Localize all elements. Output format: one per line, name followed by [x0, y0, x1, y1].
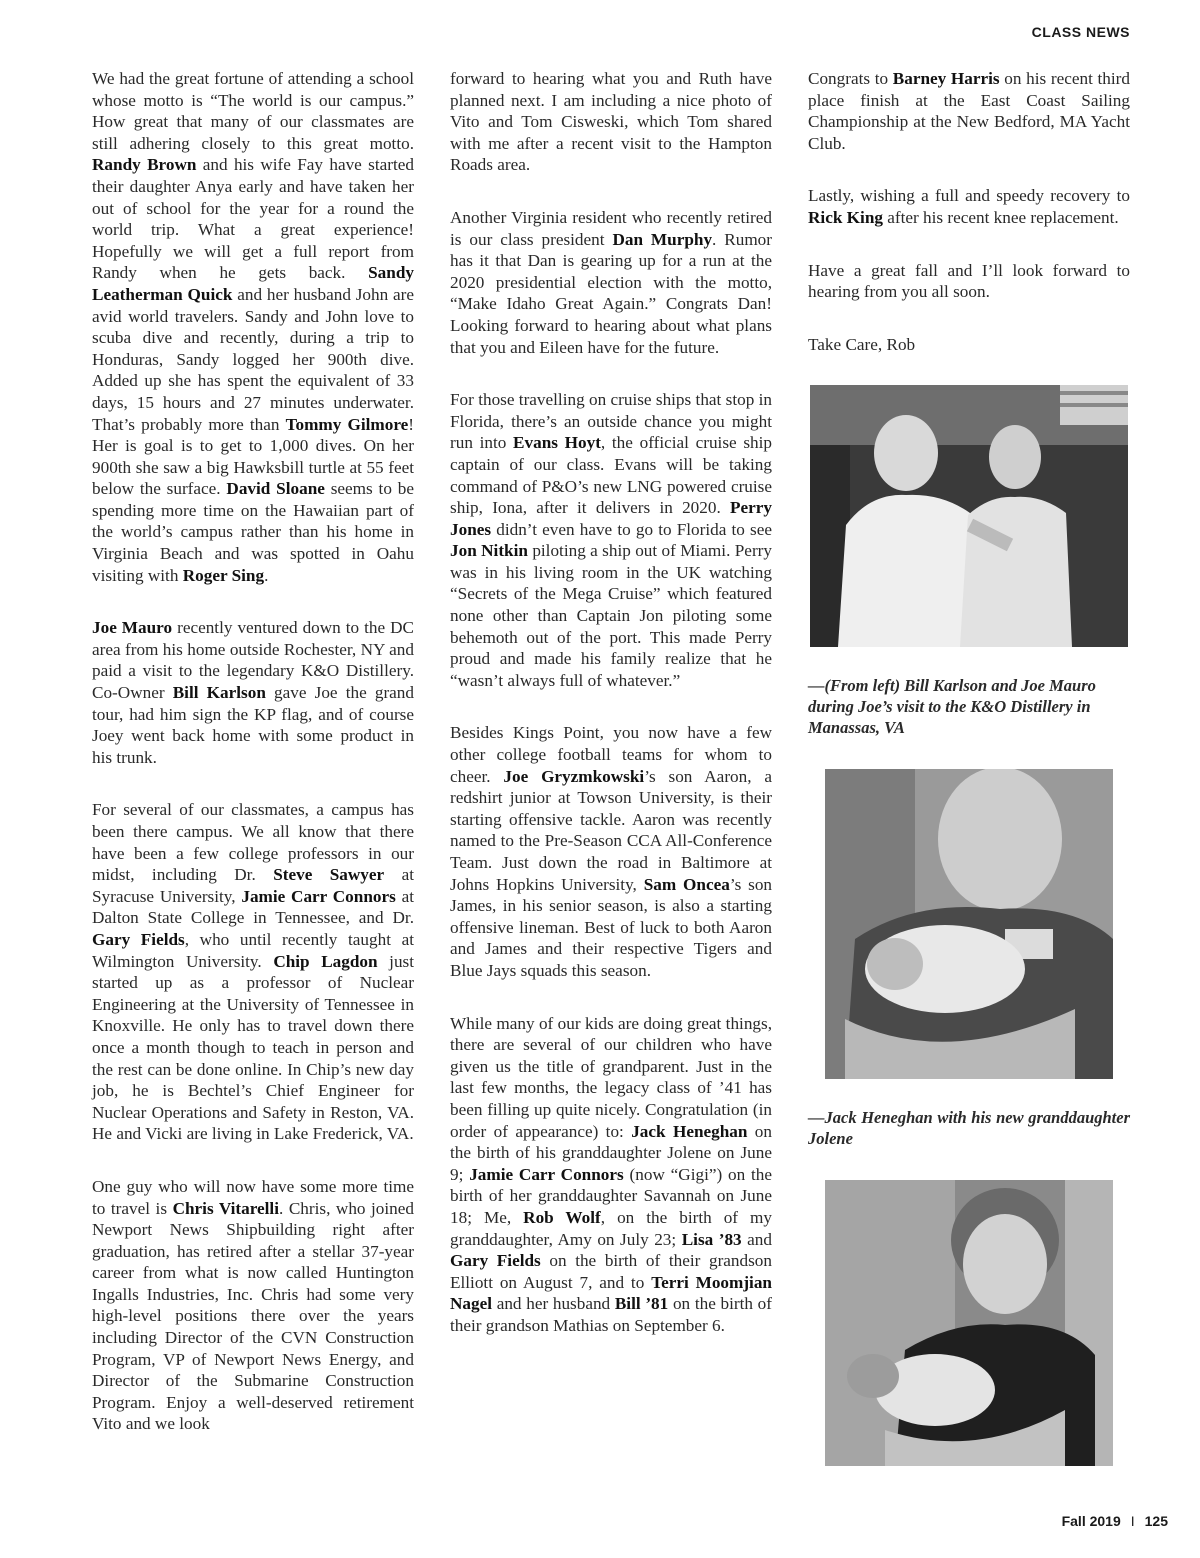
footer-separator: I — [1130, 1513, 1135, 1529]
photo-karlson-mauro — [810, 385, 1128, 647]
paragraph-professors — [92, 799, 414, 1145]
classmate-name: Dan Murphy — [612, 229, 713, 249]
text-run: at Syracuse University, — [92, 865, 415, 906]
classmate-name: Gary Fields — [450, 1251, 541, 1271]
text-run: Have a great fall and I’ll look forward to hearing from you all soon. — [808, 260, 1130, 302]
classmate-name: Joe Mauro — [92, 618, 173, 638]
text-run: , who until recently taught at Wilmington University. — [92, 929, 414, 971]
text-run: (now “Gigi”) on the birth of her granddaughter Savannah on June 18; Me, — [450, 1164, 773, 1227]
classmate-name: Sandy Leatherman Quick — [92, 263, 414, 304]
issue-label: Fall 2019 — [1061, 1513, 1121, 1529]
classmate-name: Steve Sawyer — [273, 865, 385, 885]
page-footer — [1062, 1513, 1168, 1529]
photo-grandmother-baby — [825, 1180, 1113, 1466]
text-run: gave Joe the grand tour, had him sign the KP flag, and of course Joey went back home with some product in his trunk. — [92, 683, 414, 767]
text-run: While many of our kids are doing great things, there are several of our children who have given us the title of grandparent. Just in the last few months, the legacy class of ’41 has been filling up quite nicely. Congratulation (in order of appearance) to: — [450, 1013, 772, 1141]
text-run: . Rumor has it that Dan is gearing up for a run at the 2020 presidential election with the motto, “Make Idaho Great Again.” Congrats Dan! Looking forward to hearing about what plans that you and Eileen have for the future. — [450, 229, 772, 357]
text-run: Another Virginia resident who recently retired is our class president — [450, 207, 772, 249]
text-run: We had the great fortune of attending a school whose motto is “The world is our campus.” How great that many of our classmates are still adhering closely to this great motto. — [92, 69, 414, 153]
text-run: Lastly, wishing a full and speedy recovery to — [808, 186, 1130, 206]
photo-heneghan-jolene — [825, 769, 1113, 1079]
classmate-name: Terri Moomjian Nagel — [450, 1272, 772, 1314]
column-middle — [450, 68, 772, 1336]
classmate-name: Randy Brown — [92, 155, 197, 175]
classmate-name: Sam Oncea — [643, 874, 730, 894]
paragraph-vito-photo — [450, 68, 772, 176]
paragraph-joe-mauro — [92, 617, 414, 768]
text-run: For several of our classmates, a campus has been there campus. We all know that there have been a few college professors in our midst, including Dr. — [92, 800, 414, 885]
paragraph-football — [450, 722, 772, 981]
classmate-name: Gary Fields — [92, 929, 185, 949]
classmate-name: Tommy Gilmore — [285, 414, 409, 434]
text-run: on the birth of their grandson Mathias on September 6. — [450, 1294, 772, 1335]
classmate-name: Jamie Carr Connors — [469, 1164, 624, 1184]
text-run: on his recent third place finish at the East Coast Sailing Championship at the New Bedford, MA Yacht Club. — [808, 69, 1130, 153]
classmate-name: Perry Jones — [450, 498, 772, 539]
text-run: at Dalton State College in Tennessee, and Dr. — [92, 886, 414, 928]
classmate-name: Chip Lagdon — [273, 951, 378, 971]
paragraph-signoff — [808, 334, 1130, 356]
classmate-name: Rick King — [808, 207, 883, 227]
classmate-name: Chris Vitarelli — [172, 1198, 279, 1218]
classmate-name: Jack Heneghan — [631, 1121, 748, 1141]
paragraph-rick-king — [808, 185, 1130, 228]
text-run: after his recent knee replacement. — [882, 207, 1119, 227]
column-left — [92, 68, 414, 1435]
classmate-name: Barney Harris — [892, 69, 1000, 88]
paragraph-chris-vitarelli — [92, 1176, 414, 1435]
paragraph-barney-harris — [808, 68, 1130, 154]
text-run: recently ventured down to the DC area from his home outside Rochester, NY and paid a visit to the legendary K&O Distillery. Co-Owner — [92, 618, 414, 703]
text-run: on the birth of his granddaughter Jolene on June 9; — [450, 1121, 772, 1184]
caption-karlson-mauro: —(From left) Bill Karlson and Joe Mauro during Joe’s visit to the K&O Distillery in Manassas, VA — [808, 676, 1096, 738]
text-run: didn’t even have to go to Florida to see — [491, 519, 772, 539]
classmate-name: Jamie Carr Connors — [241, 886, 396, 906]
text-run: . Chris, who joined Newport News Shipbuilding right after graduation, has retired after a stellar 37-year career from what is now called Huntington Ingalls Industries, Inc. Chris had some very high-level positions there over the years including Director of the CVN Construction Program, VP of Newport News Energy, and Director of the Submarine Construction Program. Enjoy a well-deserved retirement Vito and we look — [92, 1198, 414, 1434]
column-right — [808, 68, 1130, 1466]
classmate-name: Evans Hoyt — [513, 433, 601, 453]
text-run: and her husband John are avid world travelers. Sandy and John love to scuba dive and recently, during a trip to Honduras, Sandy logged her 900th dive. Added up she has spent the equivalent of 33 days, 15 hours and 27 minutes underwater. That’s probably more than — [92, 284, 414, 434]
classmate-name: Jon Nitkin — [450, 541, 528, 561]
classmate-name: Bill Karlson — [172, 683, 266, 703]
text-run: Besides Kings Point, you now have a few other college football teams for whom to cheer. — [450, 723, 772, 786]
text-run: ’s son James, in his senior season, is also a starting offensive lineman. Best of luck to both Aaron and James and their respective Tigers and Blue Jays squads this season. — [450, 874, 773, 980]
text-run: piloting a ship out of Miami. Perry was in his living room in the UK watching “Secrets of the Mega Cruise” which featured none other than Captain Jon piloting some behemoth out of the port. This made Perry proud and made his family realize that he “wasn’t always full of whatever.” — [450, 541, 772, 690]
text-run: Take Care, Rob — [808, 334, 916, 354]
classmate-name: Lisa ’83 — [681, 1229, 742, 1249]
text-run: , the official cruise ship captain of our class. Evans will be taking command of P&O’s new LNG powered cruise ship, Iona, after it delivers in 2020. — [450, 433, 772, 518]
text-run: just started up as a professor of Nuclear Engineering at the University of Tennessee in Knoxville. He only has to travel down there once a month though to teach in person and the rest can be done online. In Chip’s new day job, he is Bechtel’s Chief Engineer for Nuclear Operations and Safety in Reston, VA. He and Vicki are living in Lake Frederick, VA. — [92, 951, 415, 1144]
classmate-name: Roger Sing — [182, 565, 265, 585]
text-run: and her husband — [492, 1294, 615, 1314]
text-run: and his wife Fay have started their daughter Anya early and have taken her out of school for the year for a round the world trip. What a great experience! Hopefully we will get a full report from Randy when he gets back. — [92, 155, 414, 283]
paragraph-grandparents — [450, 1013, 772, 1337]
text-run: seems to be spending more time on the Hawaiian part of the world’s campus rather than his home in Virginia Beach and was spotted in Oahu visiting with — [92, 479, 414, 585]
paragraph-dan-murphy — [450, 207, 772, 358]
section-header: CLASS NEWS — [1031, 24, 1130, 40]
text-run: ’s son Aaron, a redshirt junior at Towson University, is their starting offensive tackle. Aaron was recently named to the Pre-Season CCA All-Conference Team. Just down the road in Baltimore at Johns Hopkins University, — [450, 766, 772, 894]
text-run: For those travelling on cruise ships that stop in Florida, there’s an outside chance you might run into — [450, 390, 772, 453]
classmate-name: Joe Gryzmkowski — [503, 766, 645, 786]
text-run: ! Her is goal is to get to 1,000 dives. On her 900th she saw a big Hawksbill turtle at 55 feet below the surface. — [92, 414, 415, 499]
paragraph-world-campus — [92, 68, 414, 586]
text-run: . — [264, 565, 269, 585]
text-run: and — [741, 1229, 772, 1249]
text-run: forward to hearing what you and Ruth have planned next. I am including a nice photo of Vito and Tom Cisweski, which Tom shared with me after a recent visit to the Hampton Roads area. — [450, 69, 772, 175]
classmate-name: David Sloane — [226, 479, 325, 499]
classmate-name: Bill ’81 — [614, 1294, 669, 1314]
page-number: 125 — [1144, 1513, 1168, 1529]
text-run: on the birth of their grandson Elliott on August 7, and to — [450, 1251, 772, 1292]
text-run: Congrats to — [808, 69, 893, 88]
caption-heneghan-jolene: —Jack Heneghan with his new granddaughter Jolene — [808, 1108, 1130, 1149]
classmate-name: Rob Wolf — [523, 1207, 601, 1227]
paragraph-cruise-ships — [450, 389, 772, 691]
text-run: , on the birth of my granddaughter, Amy on July 23; — [450, 1207, 772, 1249]
text-run: One guy who will now have some more time to travel is — [92, 1176, 414, 1218]
paragraph-closing — [808, 260, 1130, 303]
